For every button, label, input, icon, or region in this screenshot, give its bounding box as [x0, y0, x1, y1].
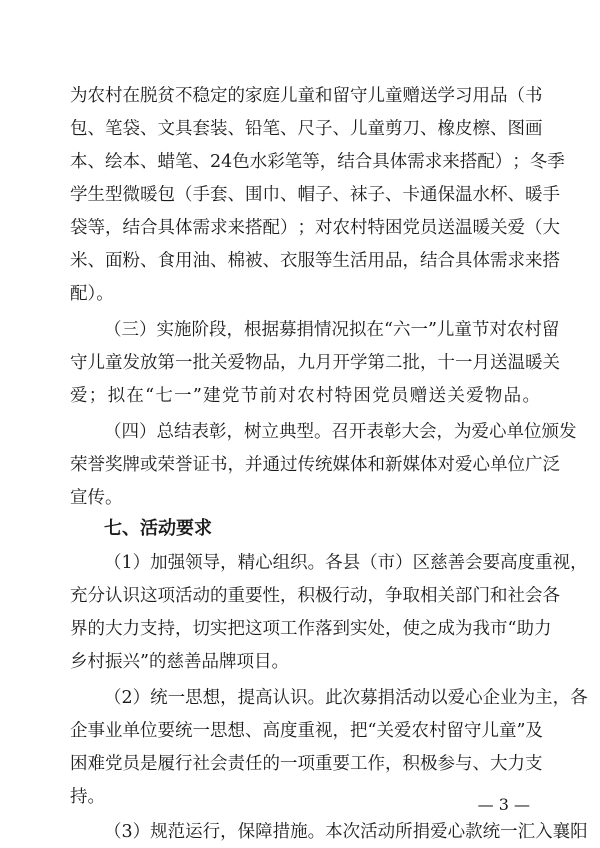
section-heading: 七、活动要求	[104, 518, 212, 539]
body-line: 界 的 大 力 支 持 ， 切 实 把 这 项 工 作 落 到 实 处 ， 使 之 成 为 我 市 “ 助 力	[70, 619, 552, 639]
body-line: 配）。	[70, 284, 114, 304]
body-line: 米 、 面 粉 、 食 用 油 、 棉 被 、 衣 服 等 生 活 用 品 ， 结 合 具 体 需 求 来 搭	[70, 251, 560, 271]
body-line: （ 2 ） 统 一 思 想 ， 提 高 认 识 。 此 次 募 捐 活 动 以 爱 心 企 业 为 主 ， 各	[104, 688, 588, 708]
body-line: 困 难 党 员 是 履 行 社 会 责 任 的 一 项 重 要 工 作 ， 积 极 参 与 、 大 力 支	[70, 754, 543, 774]
body-line: （ 三 ） 实 施 阶 段 ， 根 据 募 捐 情 况 拟 在 “ 六 一 ” 儿 童 节 对 农 村 留	[104, 320, 560, 340]
body-line: 本 、 绘 本 、 蜡 笔 、 2 4 色 水 彩 笔 等 ， 结 合 具 体 需 求 来 搭 配 ） ； 冬 季	[70, 152, 565, 172]
body-line: 持。	[70, 787, 105, 807]
body-line: 包 、 笔 袋 、 文 具 套 装 、 铅 笔 、 尺 子 、 儿 童 剪 刀 、 橡 皮 檫 、 图 画	[70, 119, 543, 139]
body-line: （ 3 ） 规 范 运 行 ， 保 障 措 施 。 本 次 活 动 所 捐 爱 心 款 统 一 汇 入 襄 阳	[104, 822, 588, 842]
body-line: 乡村振兴”的慈善品牌项目。	[70, 652, 289, 672]
body-line: （ 四 ） 总 结 表 彰 ， 树 立 典 型 。 召 开 表 彰 大 会 ， 为 爱 心 单 位 颁 发	[104, 422, 577, 442]
body-line: 企 事 业 单 位 要 统 一 思 想 、 高 度 重 视 ， 把 “ 关 爱 农 村 留 守 儿 童 ” 及	[70, 721, 543, 741]
body-line: 宣传。	[70, 488, 123, 508]
body-line: 袋 等 ， 结 合 具 体 需 求 来 搭 配 ） ； 对 农 村 特 困 党 员 送 温 暖 关 爱 （ 大	[70, 218, 560, 238]
body-line: 充 分 认 识 这 项 活 动 的 重 要 性 ， 积 极 行 动 ， 争 取 相 关 部 门 和 社 会 各	[70, 586, 560, 606]
body-line: 荣 誉 奖 牌 或 荣 誉 证 书 ， 并 通 过 传 统 媒 体 和 新 媒 体 对 爱 心 单 位 广 泛	[70, 455, 560, 475]
body-line: （ 1 ） 加 强 领 导 ， 精 心 组 织 。 各 县 （ 市 ） 区 慈 善 会 要 高 度 重 视 ，	[104, 553, 588, 573]
body-line: 为 农 村 在 脱 贫 不 稳 定 的 家 庭 儿 童 和 留 守 儿 童 赠 送 学 习 用 品 （ 书	[70, 86, 543, 106]
body-line: 守 儿 童 发 放 第 一 批 关 爱 物 品 ， 九 月 开 学 第 二 批 ， 十 一 月 送 温 暖 关	[70, 353, 560, 373]
body-line: 爱 ； 拟 在 “ 七 一 ” 建 党 节 前 对 农 村 特 困 党 员 赠 送 关 爱 物 品 。	[70, 386, 540, 406]
body-line: 学 生 型 微 暖 包 （ 手 套 、 围 巾 、 帽 子 、 袜 子 、 卡 通 保 温 水 杯 、 暖 手	[70, 185, 560, 205]
page-number: — 3 —	[477, 795, 530, 814]
